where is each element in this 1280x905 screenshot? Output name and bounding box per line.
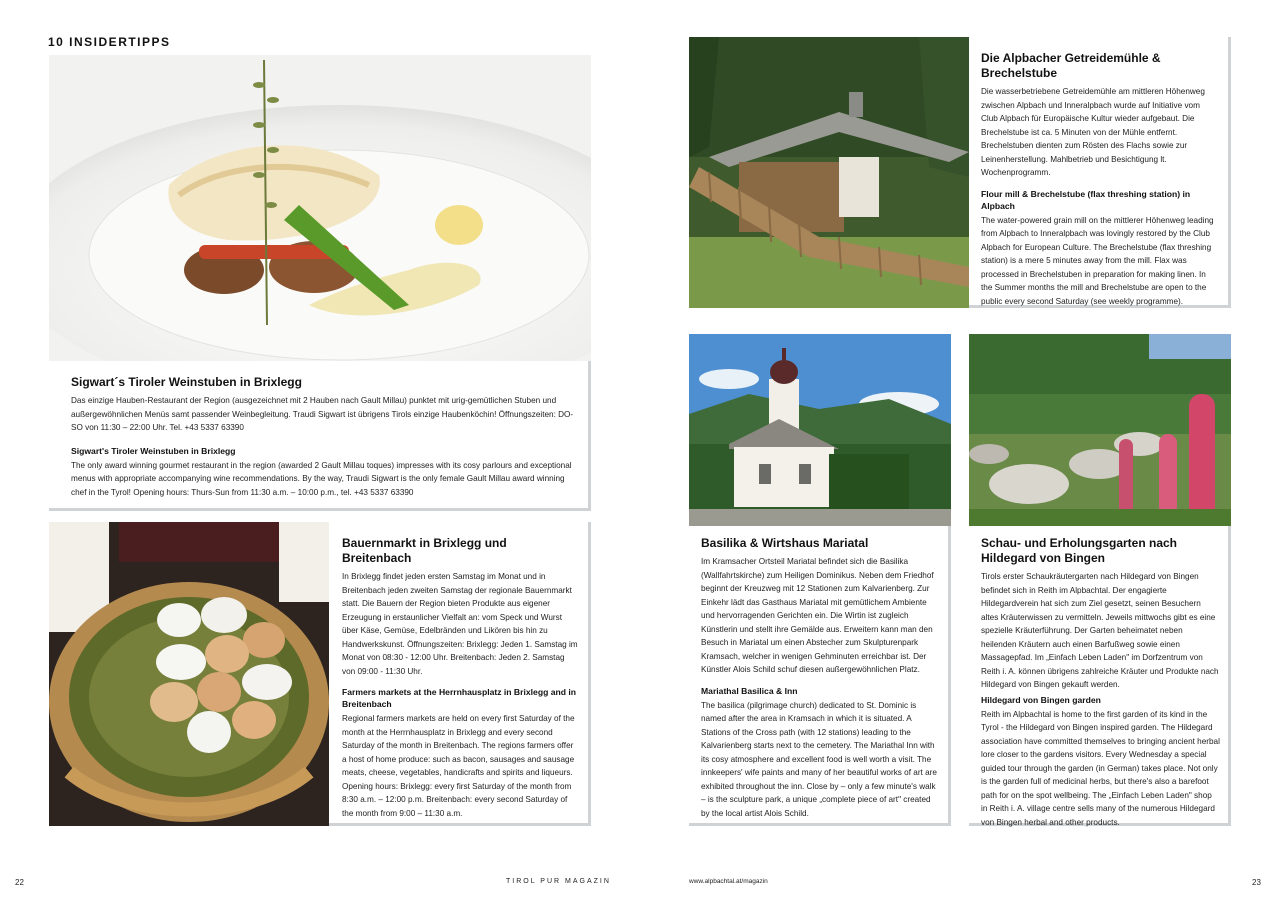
article-muehle: [969, 37, 1231, 308]
article-text-en: The basilica (pilgrimage church) dedicated to St. Dominic is named after the area in Kramsach in which it is situated. A Stations of the Cross path (with 12 stations) leading to the Kalvarienberg starts next to the cemetery. The Mariathal Inn with its cosy atmosphere and excellent food is well worth a visit. The innkeepers' wife paints and many of her beautiful works of art are exhibited throughout the inn. Close by – only a few minute's walk – is the sculpture park, a unique „complete piece of art" created by the local artist Alois Schild.: [701, 700, 937, 818]
article-subtitle-en: Farmers markets at the Herrnhausplatz in Brixlegg and in Breitenbach: [342, 687, 577, 709]
article-sigwart: [49, 361, 591, 511]
basilica-photo: [689, 334, 951, 526]
article-subtitle-en: Mariathal Basilica & Inn: [701, 685, 798, 696]
article-text-en: Reith im Alpbachtal is home to the first garden of its kind in the Tyrol - the Hildegard von Bingen inspired garden. The Hildegard association have committed themselves to bringing ancient herbal lore closer to the gardens visitors. Every Wednesday a special guided tour through the garden (in German) takes place. Not only is the garden full of medicinal herbs, but there's also a barefoot path for on the spot wellbeing. The „Einfach Leben Laden" shop in Reith i. A. village centre sells many of the numerous Hildegard von Bingen herbal and other products.: [981, 709, 1220, 827]
magazine-url[interactable]: www.alpbachtal.at/magazin: [689, 878, 768, 885]
garden-photo: [969, 334, 1231, 526]
article-mariatal: [689, 526, 951, 826]
article-text-de: Die wasserbetriebene Getreidemühle am mittleren Höhenweg zwischen Alpbach und Inneralpbach wurde auf Initiative vom Club Alpbach für Europäische Kultur wieder aufgebaut. Die Brechelstube ist ca. 5 Minuten von der Mühle entfernt. Brechelstuben dienten zum Rösten des Flachs sowie zur Leinenherstellung. Mahlbetrieb und Besichtigung lt. Wochenprogramm.: [981, 87, 1205, 177]
article-subtitle-en: Sigwart's Tiroler Weinstuben in Brixlegg: [71, 445, 236, 456]
article-title: Bauernmarkt in Brixlegg und Breitenbach: [342, 536, 507, 565]
mill-photo: [689, 37, 969, 308]
page-number-right: 23: [1252, 878, 1261, 887]
article-title: Basilika & Wirtshaus Mariatal: [701, 536, 869, 550]
article-text-de: Tirols erster Schaukräutergarten nach Hildegard von Bingen befindet sich in Reith im Alpbachtal. Der engagierte Hildegardverein hat sich zum Ziel gesetzt, seinen Besuchern altes Kräuterwissen zu vermitteln. Jeweils mittwochs gibt es eine spezielle Kräuterführung. Der Garten beheimatet neben heilenden Kräutern auch einen Barfußweg sowie einen Massagepfad. Im „Einfach Leben Laden" im Dorfzentrum von Reith i. A. können übrigens zahlreiche Kräuter und Produkte nach Hildegard von Bingen gekauft werden.: [981, 572, 1219, 689]
article-hildegard: [969, 526, 1231, 826]
article-text-de: Im Kramsacher Ortsteil Mariatal befindet sich die Basilika (Wallfahrtskirche) zum Heiligen Dominikus. Neben dem Friedhof beginnt der Kreuzweg mit 12 Stationen zum Kalvarienberg. Zur Einkehr lädt das Gasthaus Mariatal mit gemütlichem Ambiente und hervorragenden Gerichten ein. Die Wirtin ist zugleich Künstlerin und stellt ihre Gemälde aus. Erweitern kann man den Besuch in Mariatal um einen Abstecher zum Skulpturenpark Kramsach, welcher in wenigen Gehminuten erreichbar ist. Der Künstler Alois Schild schuf diesen außergewöhnlichen Platz.: [701, 557, 934, 674]
dish-photo: [49, 55, 591, 361]
article-bauernmarkt: [329, 522, 591, 826]
article-text-de: In Brixlegg findet jeden ersten Samstag im Monat und in Breitenbach jeden zweiten Samstag der regionale Bauernmarkt statt. Die Bauern der Region bieten Produkte aus eigener Erzeugung in erstaunlicher Vielfalt an: vom Speck und Wurst über Käse, Gemüse, Edelbränden und Likören bis hin zu Handwerkskunst. Öffnungszeiten: Brixlegg: Jeden 1. Samstag im Monat von 08:30 - 12:00 Uhr. Breitenbach: Jeden 2. Samstag von 09:00 - 11:30 Uhr.: [342, 572, 578, 676]
article-title: Die Alpbacher Getreidemühle & Brechelstube: [981, 51, 1161, 80]
magazine-name: TIROL PUR MAGAZIN: [506, 878, 611, 885]
article-text-en: The water-powered grain mill on the mittlerer Höhenweg leading from Alpbach to Inneralpbach was lovingly restored by the Club Alpbach for European Culture. The Brechelstube (flax threshing station) is a mere 5 minutes away from the mill. Flax was processed in Brechelstuben in preparation for making linen. In the Summer months the mill and Brechelstube are open to the public every second Saturday (see weekly programme).: [981, 215, 1214, 306]
article-title: Sigwart´s Tiroler Weinstuben in Brixlegg: [71, 375, 302, 389]
article-subtitle-en: Flour mill & Brechelstube (flax threshing station) in Alpbach: [981, 188, 1191, 211]
egg-basket-photo: [49, 522, 329, 826]
section-title: 10 INSIDERTIPPS: [48, 35, 171, 49]
article-subtitle-en: Hildegard von Bingen garden: [981, 694, 1101, 705]
page-number-left: 22: [15, 878, 24, 887]
article-text-de: Das einzige Hauben-Restaurant der Region (ausgezeichnet mit 2 Hauben nach Gault Millau) punktet mit urig-gemütlichen Stuben und außergewöhnlichen Menüs samt passender Weinbegleitung. Traudi Sigwart ist übrigens Tirols einzige Haubenköchin! Öffnungszeiten: DO-SO von 11:30 – 22:00 Uhr. Tel. +43 5337 63390: [71, 396, 574, 432]
article-title: Schau- und Erholungsgarten nach Hildegard von Bingen: [981, 536, 1178, 565]
article-text-en: Regional farmers markets are held on every first Saturday of the month at the Herrnhausplatz in Brixlegg and every second Saturday of the month in Breitenbach. The regions farmers offer a host of home produce: such as bacon, sausages and sausage meats, cheese, vegetables, handicrafts and spirits and liqueurs. Opening hours: Brixlegg: every first Saturday of the month from 8:30 a.m. – 12:00 p.m. Breitenbach: every second Saturday of the month from 9:00 – 11:30 a.m.: [342, 714, 575, 818]
article-text-en: The only award winning gourmet restaurant in the region (awarded 2 Gault Millau toques) impresses with its cosy parlours and exceptional menus with appropriate accompanying wine recommendations. By the way, Traudi Sigwart is the only female Gault Millau award winning chef in the Tyrol! Opening hours: Thurs-Sun from 11:30 a.m. – 10:00 p.m., tel. +43 5337 63390: [71, 460, 572, 497]
